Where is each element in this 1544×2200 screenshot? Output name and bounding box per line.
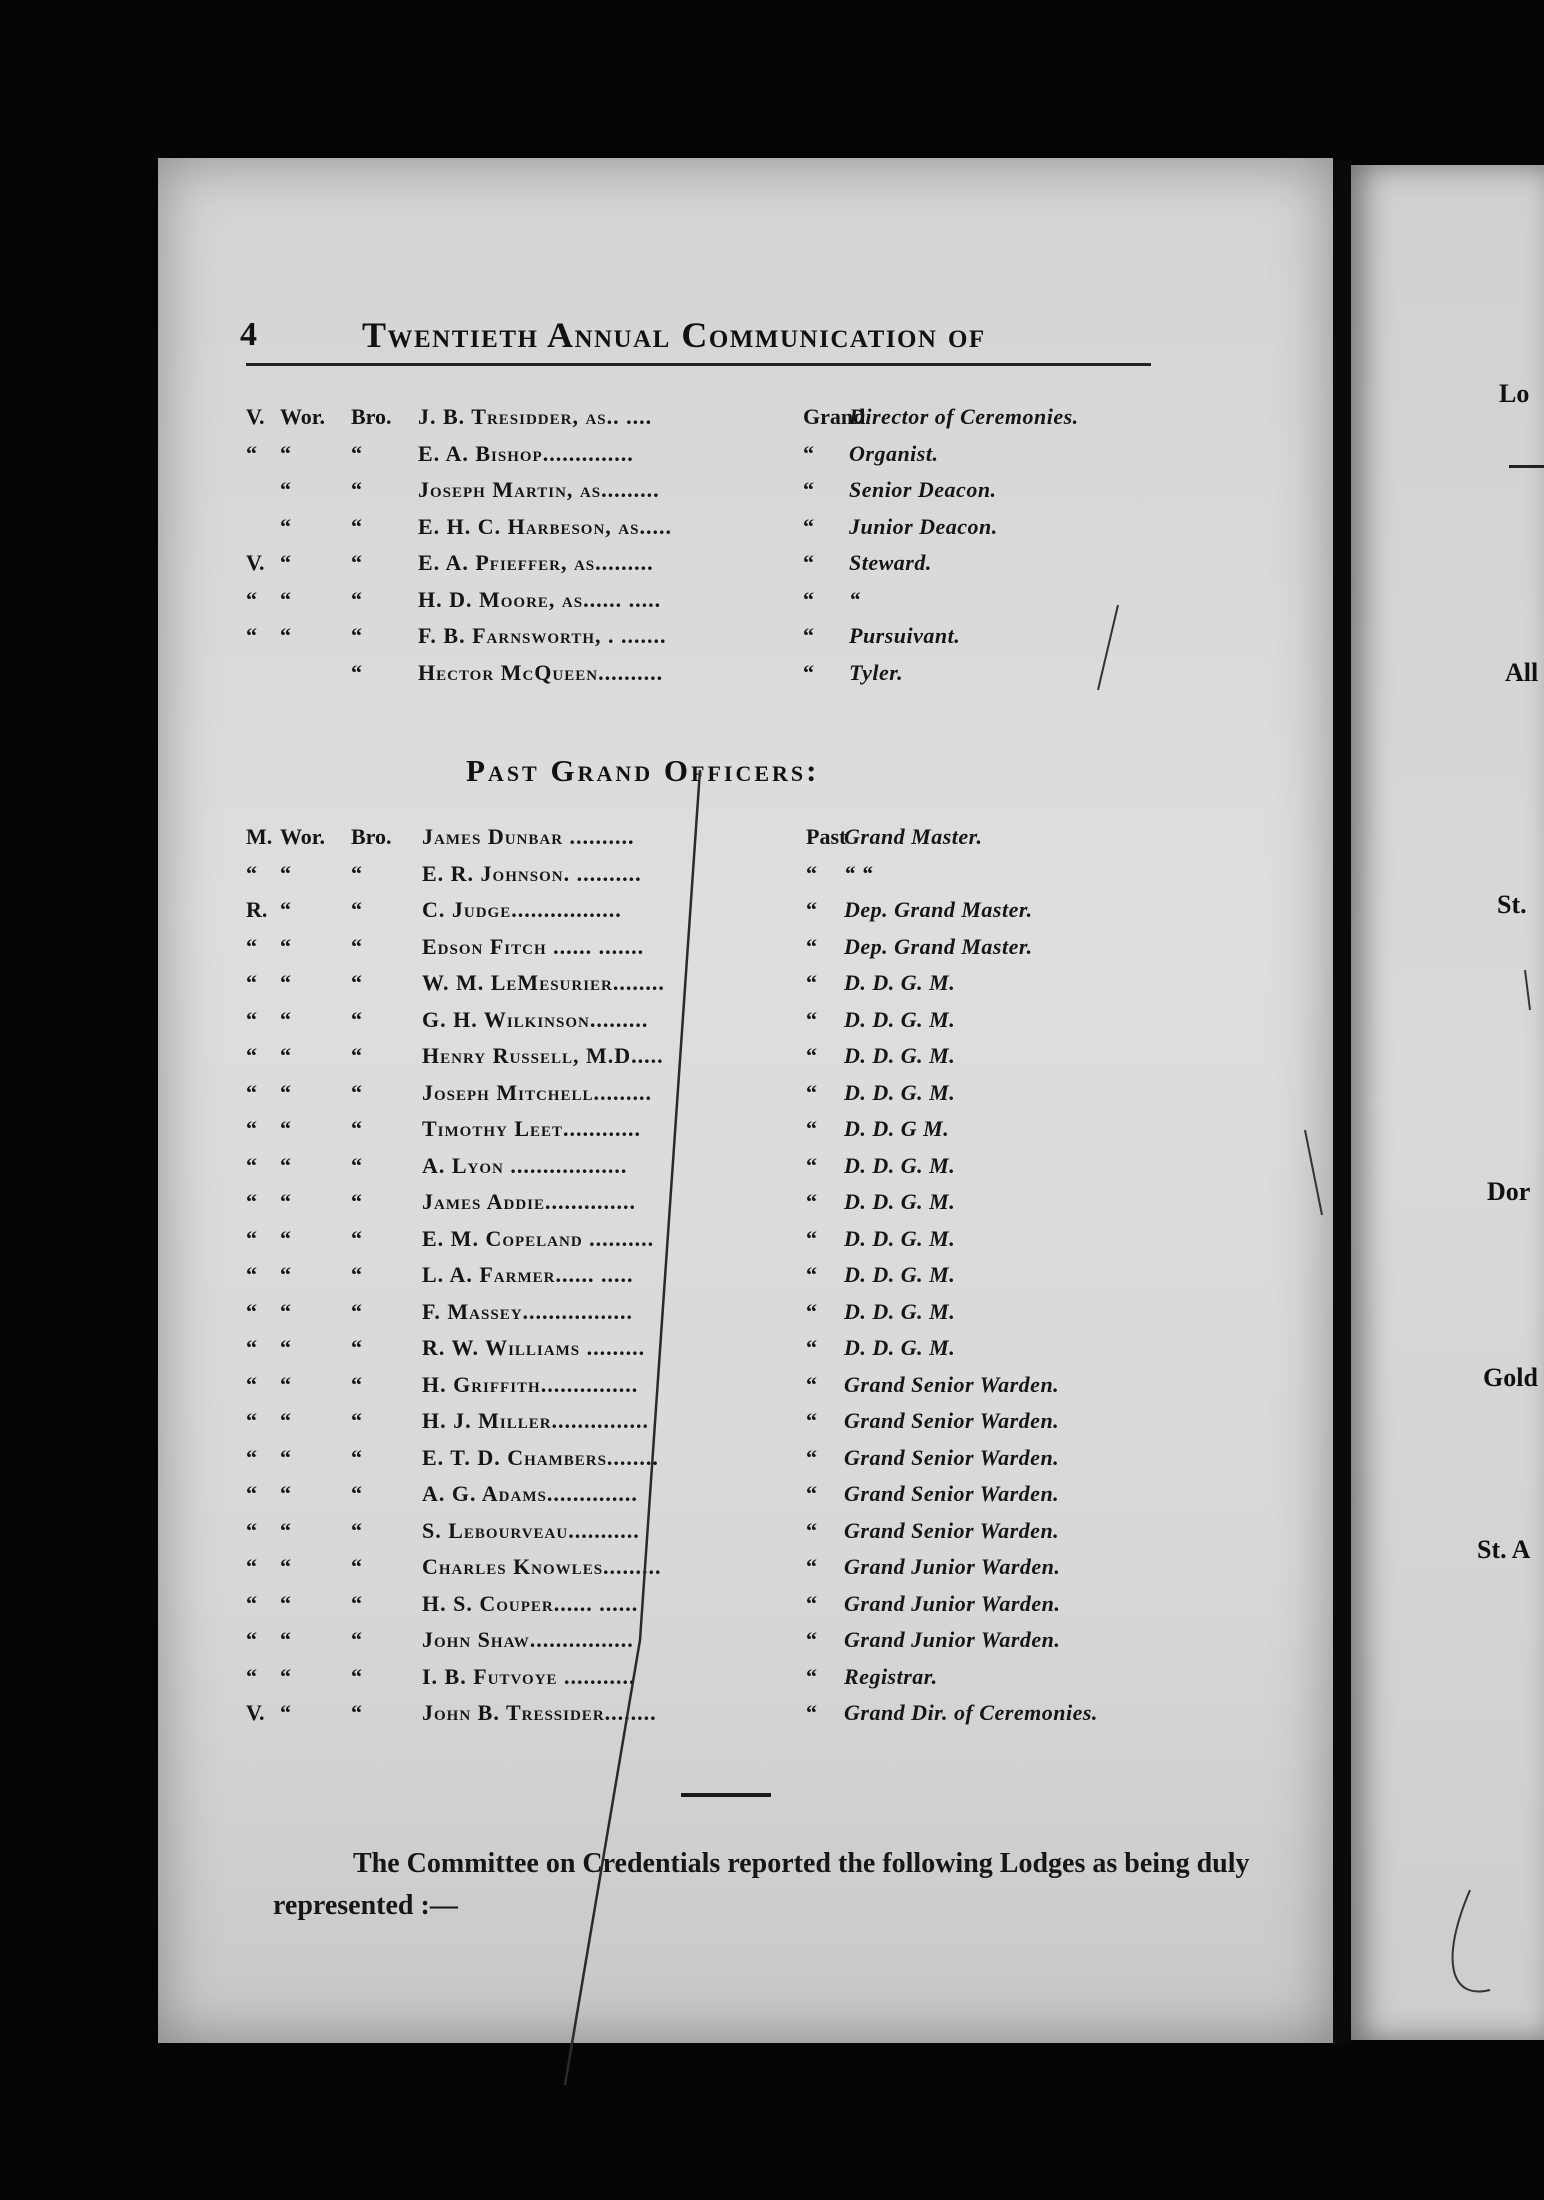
ditto-mark: “ (803, 440, 814, 466)
worshipful-cell: “ (280, 1444, 291, 1470)
ditto-mark: “ (806, 1189, 817, 1214)
office-title: D. D. G. M. (844, 1335, 956, 1360)
ditto-mark: Past (806, 824, 847, 849)
worshipful-cell: “ (280, 1590, 291, 1616)
officer-row (246, 508, 1286, 545)
brother-cell: “ (351, 513, 362, 539)
office-title: Grand Senior Warden. (844, 1481, 1060, 1506)
officer-row (246, 654, 1286, 691)
rank-cell: “ (246, 1554, 257, 1579)
office-title: Grand Master. (844, 824, 983, 849)
credentials-report (273, 1843, 1273, 1927)
office-title: Grand Senior Warden. (844, 1408, 1060, 1433)
officer-row (246, 1366, 1286, 1403)
worshipful-cell: “ (280, 970, 291, 995)
page-header (240, 308, 1240, 358)
officer-row (246, 1548, 1286, 1585)
worshipful-cell: “ (280, 477, 291, 502)
worshipful-cell: “ (280, 860, 291, 886)
officer-row (246, 1658, 1286, 1695)
rank-cell: “ (246, 1663, 257, 1689)
officer-name: C. Judge................. (422, 897, 622, 922)
header-rule (246, 363, 1151, 366)
worshipful-cell: “ (280, 1517, 291, 1543)
officer-row (246, 1220, 1286, 1257)
officer-row (246, 1475, 1286, 1512)
officer-name: F. B. Farnsworth, . ....... (418, 623, 667, 648)
worshipful-cell: “ (280, 897, 291, 922)
worshipful-cell: Wor. (280, 824, 326, 849)
ditto-mark: “ (806, 1627, 817, 1652)
officer-name: H. S. Couper...... ...... (422, 1590, 639, 1616)
officer-name: E. T. D. Chambers........ (422, 1444, 659, 1470)
officer-name: R. W. Williams ......... (422, 1335, 646, 1360)
officer-name: James Dunbar .......... (422, 824, 635, 849)
officer-row (246, 544, 1286, 581)
worshipful-cell: “ (280, 1152, 291, 1178)
office-title: D. D. G. M. (844, 1189, 956, 1214)
right-page-fragment: St. (1497, 890, 1527, 919)
rank-cell: “ (246, 1006, 257, 1032)
officer-name: A. G. Adams.............. (422, 1481, 638, 1506)
rank-cell: “ (246, 1408, 257, 1433)
officer-row (246, 964, 1286, 1001)
brother-cell: “ (351, 1079, 362, 1105)
brother-cell: “ (351, 860, 362, 886)
worshipful-cell: “ (280, 1335, 291, 1360)
rank-cell: “ (246, 1371, 257, 1397)
section-rule (681, 1793, 771, 1797)
ditto-mark: “ (806, 933, 817, 959)
grand-officers-list (246, 398, 1286, 690)
past-grand-officers-list (246, 818, 1286, 1731)
brother-cell: “ (351, 1590, 362, 1616)
worshipful-cell: Wor. (280, 404, 326, 429)
brother-cell: “ (351, 440, 362, 466)
worshipful-cell: “ (280, 1116, 291, 1141)
office-title: D. D. G. M. (844, 1043, 956, 1068)
worshipful-cell: “ (280, 440, 291, 466)
office-title: Organist. (849, 440, 939, 466)
officer-row (246, 1694, 1286, 1731)
officer-row (246, 1110, 1286, 1147)
worshipful-cell: “ (280, 623, 291, 648)
office-title: D. D. G. M. (844, 1079, 956, 1105)
officer-name: G. H. Wilkinson......... (422, 1006, 649, 1032)
officer-name: H. Griffith............... (422, 1371, 639, 1397)
worshipful-cell: “ (280, 550, 291, 575)
brother-cell: “ (351, 1043, 362, 1068)
office-title: Senior Deacon. (849, 477, 997, 502)
brother-cell: “ (351, 1189, 362, 1214)
brother-cell: “ (351, 477, 362, 502)
officer-name: F. Massey................. (422, 1298, 634, 1324)
worshipful-cell: “ (280, 1079, 291, 1105)
ditto-mark: “ (806, 897, 817, 922)
office-title: Registrar. (844, 1663, 938, 1689)
page-number: 4 (240, 316, 257, 353)
office-title: Steward. (849, 550, 932, 575)
brother-cell: “ (351, 623, 362, 648)
officer-row (246, 617, 1286, 654)
worshipful-cell: “ (280, 1481, 291, 1506)
officer-name: S. Lebourveau........... (422, 1517, 640, 1543)
officer-row (246, 1256, 1286, 1293)
worshipful-cell: “ (280, 513, 291, 539)
rank-cell: “ (246, 860, 257, 886)
ditto-mark: Grand (803, 404, 866, 429)
office-title: Junior Deacon. (849, 513, 998, 539)
office-title: Grand Junior Warden. (844, 1554, 1061, 1579)
rank-cell: “ (246, 1517, 257, 1543)
right-page-fragment: All (1505, 658, 1539, 687)
officer-name: Joseph Mitchell......... (422, 1079, 652, 1105)
rank-cell: M. (246, 824, 273, 849)
officer-name: Hector McQueen.......... (418, 659, 664, 685)
office-title: Dep. Grand Master. (844, 933, 1033, 959)
right-page-fragment: Lo (1499, 379, 1530, 408)
rank-cell: “ (246, 933, 257, 959)
brother-cell: “ (351, 1262, 362, 1287)
officer-row (246, 1074, 1286, 1111)
brother-cell: “ (351, 1335, 362, 1360)
officer-name: Charles Knowles......... (422, 1554, 662, 1579)
ditto-mark: “ (806, 1335, 817, 1360)
worshipful-cell: “ (280, 1371, 291, 1397)
rank-cell: “ (246, 970, 257, 995)
office-title: D. D. G. M. (844, 1262, 956, 1287)
ditto-mark: “ (806, 1262, 817, 1287)
brother-cell: “ (351, 1152, 362, 1178)
document-page-left (158, 158, 1333, 2043)
officer-row (246, 818, 1286, 855)
officer-name: L. A. Farmer...... ..... (422, 1262, 634, 1287)
officer-name: I. B. Futvoye ........... (422, 1663, 636, 1689)
rank-cell: R. (246, 897, 268, 922)
ditto-mark: “ (803, 586, 814, 612)
office-title: Grand Junior Warden. (844, 1627, 1061, 1652)
officer-row (246, 1183, 1286, 1220)
rank-cell: “ (246, 1444, 257, 1470)
worshipful-cell: “ (280, 1298, 291, 1324)
document-page-right (1351, 165, 1544, 2040)
officer-name: Henry Russell, M.D..... (422, 1043, 664, 1068)
officer-name: Edson Fitch ...... ....... (422, 933, 645, 959)
brother-cell: “ (351, 1298, 362, 1324)
ditto-mark: “ (806, 1116, 817, 1141)
officer-row (246, 1512, 1286, 1549)
officer-row (246, 398, 1286, 435)
rank-cell: “ (246, 1627, 257, 1652)
rank-cell: “ (246, 586, 257, 612)
ditto-mark: “ (806, 860, 817, 886)
rank-cell: “ (246, 623, 257, 648)
brother-cell: “ (351, 933, 362, 959)
ditto-mark: “ (806, 1006, 817, 1032)
brother-cell: “ (351, 1006, 362, 1032)
officer-row (246, 471, 1286, 508)
officer-row (246, 1037, 1286, 1074)
officer-row (246, 1585, 1286, 1622)
rank-cell: V. (246, 550, 265, 575)
brother-cell: “ (351, 1663, 362, 1689)
rank-cell: “ (246, 1043, 257, 1068)
ditto-mark: “ (806, 1043, 817, 1068)
officer-name: Joseph Martin, as......... (418, 477, 660, 502)
officer-row (246, 928, 1286, 965)
running-title: Twentieth Annual Communication of (362, 315, 986, 355)
ditto-mark: “ (803, 477, 814, 502)
ditto-mark: “ (806, 1517, 817, 1543)
worshipful-cell: “ (280, 1043, 291, 1068)
brother-cell: “ (351, 1481, 362, 1506)
office-title: Tyler. (849, 659, 904, 685)
brother-cell: “ (351, 1225, 362, 1251)
worshipful-cell: “ (280, 1663, 291, 1689)
worshipful-cell: “ (280, 1700, 291, 1725)
rank-cell: “ (246, 1225, 257, 1251)
credentials-report-text: The Committee on Credentials reported the following Lodges as being duly represented :— (273, 1848, 1250, 1921)
officer-name: E. H. C. Harbeson, as..... (418, 513, 672, 539)
officer-name: E. R. Johnson. .......... (422, 860, 642, 886)
rank-cell: “ (246, 440, 257, 466)
worshipful-cell: “ (280, 1627, 291, 1652)
rank-cell: “ (246, 1079, 257, 1105)
brother-cell: Bro. (351, 824, 392, 849)
ditto-mark: “ (806, 970, 817, 995)
brother-cell: “ (351, 1408, 362, 1433)
worshipful-cell: “ (280, 586, 291, 612)
worshipful-cell: “ (280, 1408, 291, 1433)
ditto-mark: “ (806, 1298, 817, 1324)
ditto-mark: “ (803, 550, 814, 575)
right-page-fragment: St. A (1477, 1535, 1531, 1564)
right-page-fragment: Gold (1483, 1363, 1538, 1392)
worshipful-cell: “ (280, 1554, 291, 1579)
officer-name: E. M. Copeland .......... (422, 1225, 655, 1251)
brother-cell: “ (351, 970, 362, 995)
officer-name: H. J. Miller............... (422, 1408, 650, 1433)
officer-name: E. A. Pfieffer, as......... (418, 550, 654, 575)
rank-cell: “ (246, 1335, 257, 1360)
worshipful-cell: “ (280, 1225, 291, 1251)
officer-row (246, 1293, 1286, 1330)
brother-cell: “ (351, 1700, 362, 1725)
officer-name: J. B. Tresidder, as.. .... (418, 404, 653, 429)
right-page-fragment: Dor (1487, 1177, 1531, 1206)
ditto-mark: “ (806, 1554, 817, 1579)
ditto-mark: “ (806, 1408, 817, 1433)
right-page-rule (1509, 465, 1544, 468)
rank-cell: “ (246, 1590, 257, 1616)
ditto-mark: “ (803, 623, 814, 648)
officer-row (246, 891, 1286, 928)
ditto-mark: “ (803, 659, 814, 685)
brother-cell: “ (351, 1517, 362, 1543)
officer-name: E. A. Bishop.............. (418, 440, 634, 466)
office-title: D. D. G. M. (844, 970, 956, 995)
office-title: D. D. G. M. (844, 1006, 956, 1032)
officer-name: James Addie.............. (422, 1189, 637, 1214)
brother-cell: “ (351, 550, 362, 575)
rank-cell: “ (246, 1116, 257, 1141)
ditto-mark: “ (806, 1152, 817, 1178)
office-title: Dep. Grand Master. (844, 897, 1033, 922)
ditto-mark: “ (803, 513, 814, 539)
worshipful-cell: “ (280, 933, 291, 959)
officer-row (246, 1147, 1286, 1184)
worshipful-cell: “ (280, 1262, 291, 1287)
rank-cell: V. (246, 1700, 265, 1725)
officer-row (246, 1439, 1286, 1476)
office-title: D. D. G. M. (844, 1152, 956, 1178)
office-title: Grand Dir. of Ceremonies. (844, 1700, 1098, 1725)
office-title: D. D. G. M. (844, 1225, 956, 1251)
office-title: “ (849, 586, 861, 612)
officer-row (246, 435, 1286, 472)
worshipful-cell: “ (280, 1189, 291, 1214)
rank-cell: “ (246, 1298, 257, 1324)
rank-cell: “ (246, 1481, 257, 1506)
office-title: Director of Ceremonies. (849, 404, 1079, 429)
ditto-mark: “ (806, 1590, 817, 1616)
brother-cell: “ (351, 659, 362, 685)
section-heading-past-grand-officers: Past Grand Officers: (466, 753, 820, 788)
officer-row (246, 855, 1286, 892)
officer-row (246, 1621, 1286, 1658)
ditto-mark: “ (806, 1663, 817, 1689)
office-title: D. D. G M. (844, 1116, 950, 1141)
rank-cell: “ (246, 1152, 257, 1178)
officer-row (246, 1329, 1286, 1366)
officer-name: H. D. Moore, as...... ..... (418, 586, 662, 612)
office-title: Pursuivant. (849, 623, 961, 648)
ditto-mark: “ (806, 1481, 817, 1506)
brother-cell: “ (351, 586, 362, 612)
officer-row (246, 581, 1286, 618)
officer-name: John Shaw................ (422, 1627, 634, 1652)
officer-row (246, 1001, 1286, 1038)
brother-cell: “ (351, 1554, 362, 1579)
worshipful-cell: “ (280, 1006, 291, 1032)
office-title: Grand Junior Warden. (844, 1590, 1061, 1616)
rank-cell: V. (246, 404, 265, 429)
ditto-mark: “ (806, 1700, 817, 1725)
office-title: Grand Senior Warden. (844, 1444, 1060, 1470)
brother-cell: “ (351, 1444, 362, 1470)
ditto-mark: “ (806, 1371, 817, 1397)
office-title: “ “ (844, 860, 873, 886)
brother-cell: “ (351, 897, 362, 922)
ditto-mark: “ (806, 1079, 817, 1105)
office-title: Grand Senior Warden. (844, 1371, 1060, 1397)
office-title: Grand Senior Warden. (844, 1517, 1060, 1543)
officer-name: Timothy Leet............ (422, 1116, 642, 1141)
officer-row (246, 1402, 1286, 1439)
brother-cell: “ (351, 1627, 362, 1652)
rank-cell: “ (246, 1262, 257, 1287)
brother-cell: “ (351, 1371, 362, 1397)
officer-name: John B. Tressider........ (422, 1700, 657, 1725)
brother-cell: Bro. (351, 404, 392, 429)
officer-name: A. Lyon .................. (422, 1152, 628, 1178)
rank-cell: “ (246, 1189, 257, 1214)
officer-name: W. M. LeMesurier........ (422, 970, 665, 995)
brother-cell: “ (351, 1116, 362, 1141)
ditto-mark: “ (806, 1225, 817, 1251)
page-gutter (1333, 160, 1351, 2045)
office-title: D. D. G. M. (844, 1298, 956, 1324)
ditto-mark: “ (806, 1444, 817, 1470)
